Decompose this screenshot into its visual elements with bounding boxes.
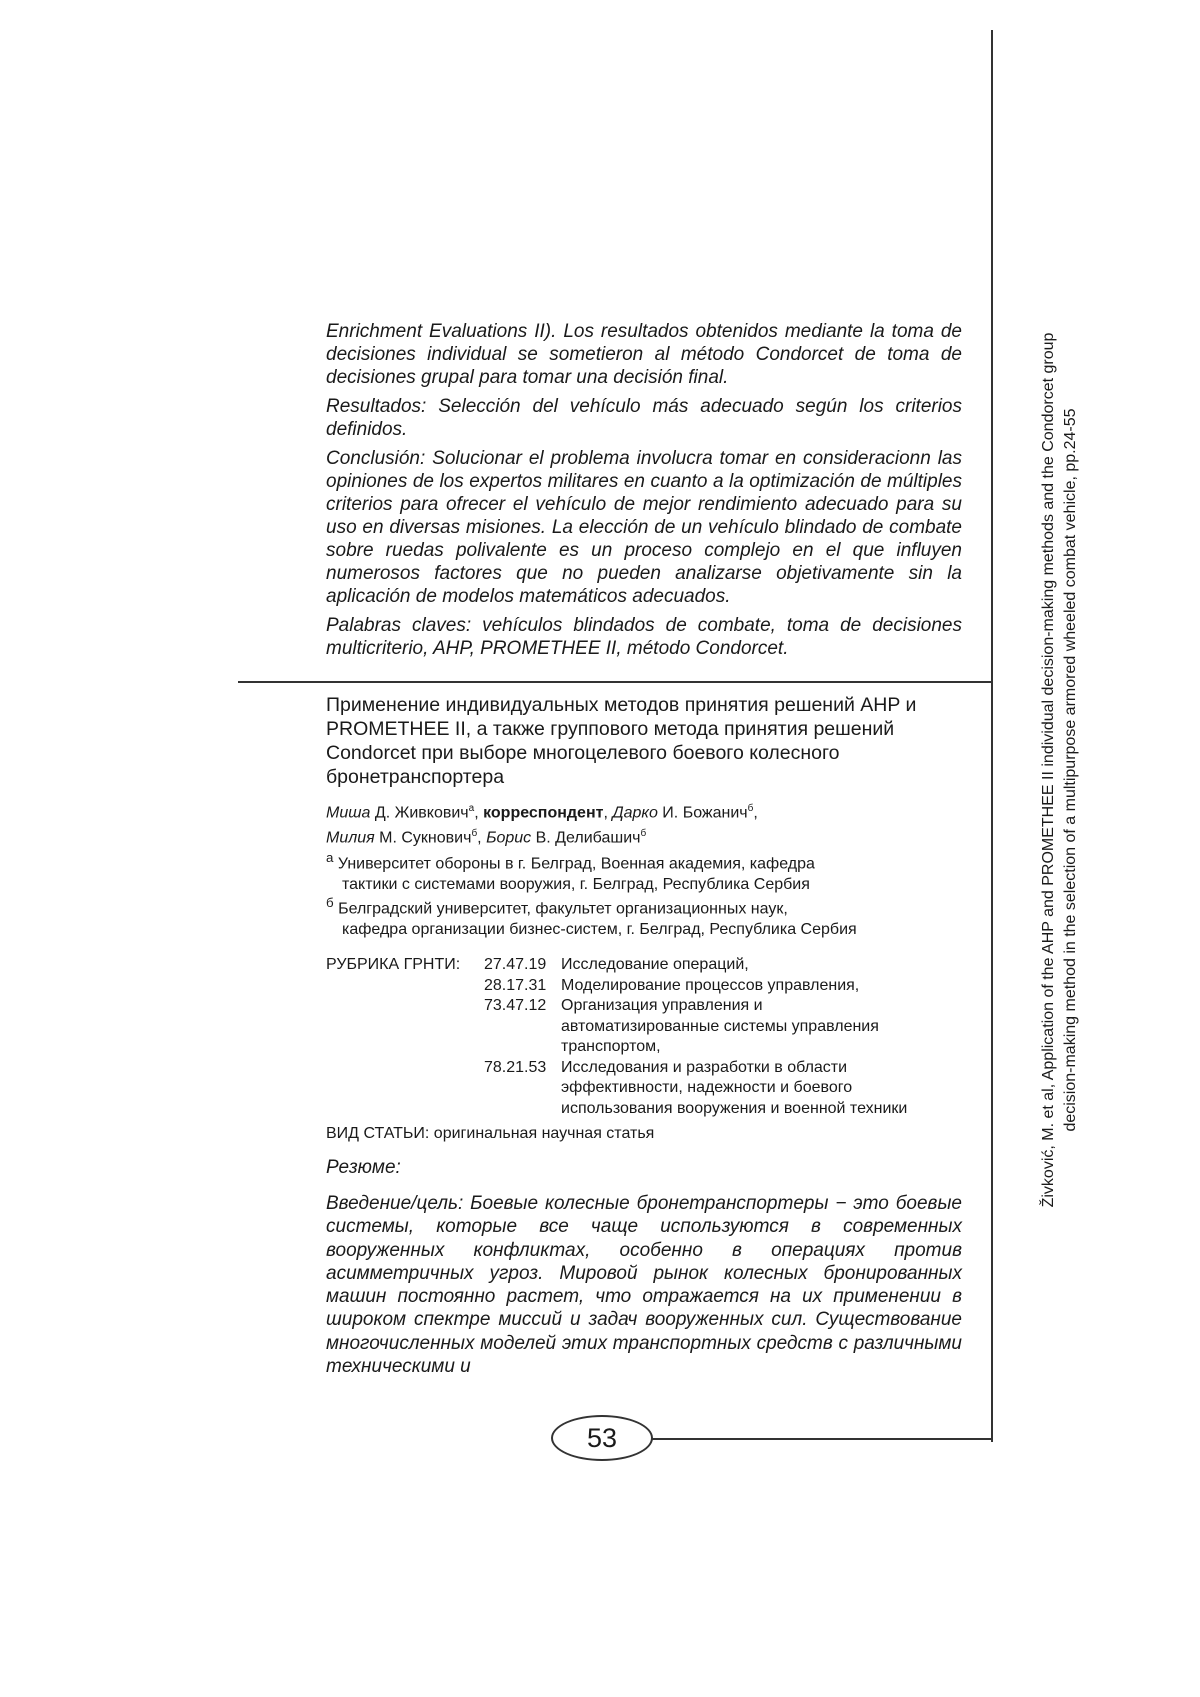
article-type-value: оригинальная научная статья <box>429 1125 655 1142</box>
author-first-name: Миша <box>326 804 371 822</box>
affiliation-a <box>326 847 966 895</box>
rubric-code: 28.17.31 <box>484 976 547 994</box>
article-type <box>326 1123 654 1144</box>
vertical-rule <box>991 30 993 1442</box>
rubric-text: Моделирование процессов управления, <box>561 976 860 994</box>
running-header-line-2: decision-making method in the selection of a multipurpose armored wheeled combat vehicle, pp.24-55 <box>1062 408 1079 1132</box>
author-affiliation-mark: б <box>640 828 647 840</box>
separator: , <box>603 804 613 822</box>
russian-introduction: Введение/цель: Боевые колесные бронетранспортеры − это боевые системы, которые все чаще используются в современных вооруженных конфликтах, особенно в операциях против асимметричных угроз. Мировой рынок колесных бронированных машин постоянно растет, что отражается на их применении в широком спектре миссий и задач вооруженных сил. Существование многочисленных моделей этих транспортных средств с различными техническими и <box>326 1193 962 1378</box>
author-name: М. Сукнович <box>374 829 472 847</box>
author-affiliation-mark: б <box>747 803 754 814</box>
article-type-label: ВИД СТАТЬИ: <box>326 1125 430 1142</box>
rubric-code: 27.47.19 <box>484 956 547 973</box>
rubric-text: использования вооружения и военной техники <box>561 1099 908 1117</box>
affiliation-text: тактики с системами вооружия, г. Белград, Республика Сербия <box>342 876 810 894</box>
rubric-label: РУБРИКА ГРНТИ: <box>326 956 461 973</box>
running-header-line-1: Živković, M. et al, Application of the AHP and PROMETHEE II individual decision-making methods and the Condorcet group <box>1040 332 1057 1208</box>
rubric-code: 78.21.53 <box>484 1058 547 1076</box>
rubric-text: Исследование операций, <box>561 956 749 973</box>
author-name: В. Делибашич <box>531 829 641 847</box>
author-affiliation-mark: б <box>471 828 478 840</box>
abstract-es-keywords: Palabras claves: vehículos blindados de combate, toma de decisiones multicriterio, AHP, PROMETHEE II, método Condorcet. <box>326 615 962 659</box>
page-number-badge <box>551 1415 653 1461</box>
russian-authors <box>326 798 962 849</box>
russian-title: Применение индивидуальных методов принятия решений AHP и PROMETHEE II, а также группового метода принятия решений Condorcet при выборе многоцелевого боевого колесного бронетранспортера <box>326 694 917 788</box>
author-affiliation-mark: а <box>468 803 475 814</box>
section-divider <box>238 681 992 683</box>
corresponding-label: корреспондент <box>483 804 604 822</box>
rubric-text: автоматизированные системы управления <box>561 1017 879 1035</box>
author-first-name: Милия <box>326 829 375 847</box>
abstract-es-conclusion: Conclusión: Solucionar el problema involucra tomar en consideracionn las opiniones de los expertos militares en cuanto a la optimización de múltiples criterios para ofrecer el vehículo de mejor rendimiento adecuado para su uso en diversas misiones. La elección de un vehículo blindado de combate sobre ruedas polivalente es un proceso complejo en el que influyen numerosos factores que no pueden analizarse objetivamente sin la aplicación de modelos matemáticos adecuados. <box>326 448 962 607</box>
affiliation-text: Университет обороны в г. Белград, Военная академия, кафедра <box>333 855 815 873</box>
author-name: И. Божанич <box>657 804 748 822</box>
rubric-text: Исследования и разработки в области <box>561 1058 848 1076</box>
affiliation-text: кафедра организации бизнес-систем, г. Белград, Республика Сербия <box>342 921 857 939</box>
affiliation-mark: а <box>326 850 334 865</box>
separator: , <box>477 829 487 847</box>
author-first-name: Борис <box>486 829 532 847</box>
separator: , <box>474 804 484 822</box>
abstract-es-paragraph-1: Enrichment Evaluations II). Los resultados obtenidos mediante la toma de decisiones individual se sometieron al método Condorcet de toma de decisiones grupal para tomar una decisión final. <box>326 321 962 388</box>
page-number: 53 <box>551 1415 653 1461</box>
author-first-name: Дарко <box>612 804 658 822</box>
summary-heading: Резюме: <box>326 1157 401 1178</box>
abstract-es-results: Resultados: Selección del vehículo más adecuado según los criterios definidos. <box>326 396 962 440</box>
running-header <box>1038 270 1098 1270</box>
affiliation-text: Белградский университет, факультет организационных наук, <box>333 900 788 918</box>
spanish-abstract <box>326 320 962 660</box>
page-number-rule <box>651 1438 992 1440</box>
rubric-text: Организация управления и <box>561 997 763 1014</box>
affiliation-b <box>326 892 966 940</box>
rubric-text: эффективности, надежности и боевого <box>561 1079 853 1096</box>
author-name: Д. Живкович <box>370 804 469 822</box>
separator: , <box>753 804 758 822</box>
rubric-grnti <box>326 955 976 1119</box>
affiliation-mark: б <box>326 895 334 910</box>
rubric-code: 73.47.12 <box>484 997 547 1014</box>
rubric-text: транспортом, <box>561 1038 661 1055</box>
